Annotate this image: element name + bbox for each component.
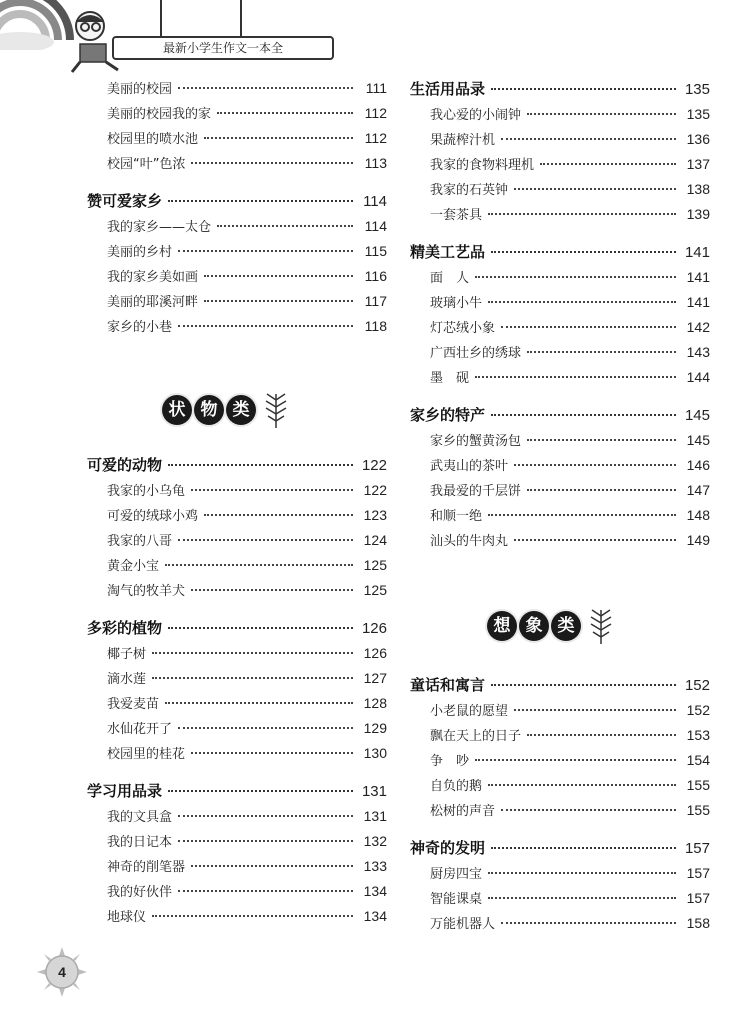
- toc-item[interactable]: 和顺一绝 148: [430, 507, 710, 524]
- toc-item[interactable]: 我的日记本 132: [107, 833, 387, 850]
- toc-item[interactable]: 万能机器人 158: [430, 915, 710, 932]
- hanging-string: [160, 0, 162, 38]
- toc-item[interactable]: 我的家乡——太仓 114: [107, 218, 387, 235]
- toc-item[interactable]: 校园“叶”色浓 113: [107, 155, 387, 172]
- toc-left-column-lower: [87, 454, 387, 931]
- toc-item[interactable]: 广西壮乡的绣球 143: [430, 344, 710, 361]
- toc-item[interactable]: 家乡的蟹黄汤包 145: [430, 432, 710, 449]
- category-char: 象: [519, 611, 549, 641]
- toc-item[interactable]: 我最爱的千层饼 147: [430, 482, 710, 499]
- toc-item[interactable]: 灯芯绒小象 142: [430, 319, 710, 336]
- toc-item[interactable]: 水仙花开了 129: [107, 720, 387, 737]
- category-char: 物: [194, 395, 224, 425]
- category-char: 想: [487, 611, 517, 641]
- toc-item[interactable]: 我家的八哥 124: [107, 532, 387, 549]
- toc-item[interactable]: 可爱的绒球小鸡 123: [107, 507, 387, 524]
- toc-item[interactable]: 美丽的校园 111: [107, 80, 387, 97]
- toc-item[interactable]: 校园里的喷水池 112: [107, 130, 387, 147]
- toc-item[interactable]: 汕头的牛肉丸 149: [430, 532, 710, 549]
- toc-item[interactable]: 我心爱的小闹钟 135: [430, 106, 710, 123]
- toc-section-heading[interactable]: 赞可爱家乡 114: [87, 192, 387, 210]
- toc-item[interactable]: 淘气的牧羊犬 125: [107, 582, 387, 599]
- category-char: 类: [551, 611, 581, 641]
- toc-item[interactable]: 玻璃小牛 141: [430, 294, 710, 311]
- toc-item[interactable]: 校园里的桂花 130: [107, 745, 387, 762]
- page-number-badge: [36, 946, 88, 998]
- toc-item[interactable]: 果蔬榨汁机 136: [430, 131, 710, 148]
- toc-item[interactable]: 松树的声音 155: [430, 802, 710, 819]
- toc-item[interactable]: 面 人 141: [430, 269, 710, 286]
- toc-item[interactable]: 武夷山的茶叶 146: [430, 457, 710, 474]
- toc-item[interactable]: 滴水莲 127: [107, 670, 387, 687]
- toc-item[interactable]: 墨 砚 144: [430, 369, 710, 386]
- toc-item[interactable]: 我的家乡美如画 116: [107, 268, 387, 285]
- toc-item[interactable]: 小老鼠的愿望 152: [430, 702, 710, 719]
- toc-item[interactable]: 自负的鹅 155: [430, 777, 710, 794]
- toc-item[interactable]: 家乡的小巷 118: [107, 318, 387, 335]
- toc-section-heading[interactable]: 学习用品录 131: [87, 782, 387, 800]
- toc-section-heading[interactable]: 可爱的动物 122: [87, 456, 387, 474]
- toc-item[interactable]: 我爱麦苗 128: [107, 695, 387, 712]
- toc-section-heading[interactable]: 多彩的植物 126: [87, 619, 387, 637]
- toc-item[interactable]: 我的好伙伴 134: [107, 883, 387, 900]
- toc-item[interactable]: 我家的食物料理机 137: [430, 156, 710, 173]
- toc-item[interactable]: 智能课桌 157: [430, 890, 710, 907]
- toc-item[interactable]: 椰子树 126: [107, 645, 387, 662]
- toc-item[interactable]: 美丽的校园我的家 112: [107, 105, 387, 122]
- toc-item[interactable]: 一套茶具 139: [430, 206, 710, 223]
- toc-right-column: [410, 78, 710, 555]
- book-title-bar: 最新小学生作文一本全: [112, 36, 334, 60]
- toc-item[interactable]: 争 吵 154: [430, 752, 710, 769]
- toc-section-heading[interactable]: 家乡的特产 145: [410, 406, 710, 424]
- toc-section-heading[interactable]: 精美工艺品 141: [410, 243, 710, 261]
- hanging-string: [240, 0, 242, 38]
- leaf-icon: [262, 390, 290, 430]
- toc-item[interactable]: 神奇的削笔器 133: [107, 858, 387, 875]
- toc-item[interactable]: 厨房四宝 157: [430, 865, 710, 882]
- toc-item[interactable]: 美丽的乡村 115: [107, 243, 387, 260]
- leaf-icon: [587, 606, 615, 646]
- page-number: 4: [58, 964, 66, 980]
- toc-section-heading[interactable]: 神奇的发明 157: [410, 839, 710, 857]
- toc-section-heading[interactable]: 生活用品录 135: [410, 80, 710, 98]
- toc-item[interactable]: 飘在天上的日子 153: [430, 727, 710, 744]
- toc-section-heading[interactable]: 童话和寓言 152: [410, 676, 710, 694]
- toc-item[interactable]: 我家的石英钟 138: [430, 181, 710, 198]
- toc-item[interactable]: 地球仪 134: [107, 908, 387, 925]
- category-char: 状: [162, 395, 192, 425]
- category-badge-objects: [162, 390, 290, 430]
- toc-right-column-lower: [410, 674, 710, 938]
- toc-left-column: [87, 78, 387, 341]
- category-badge-imagination: [487, 606, 615, 646]
- category-char: 类: [226, 395, 256, 425]
- toc-item[interactable]: 我的文具盒 131: [107, 808, 387, 825]
- page-header: [0, 0, 730, 80]
- toc-item[interactable]: 我家的小乌龟 122: [107, 482, 387, 499]
- toc-item[interactable]: 黄金小宝 125: [107, 557, 387, 574]
- toc-item[interactable]: 美丽的耶溪河畔 117: [107, 293, 387, 310]
